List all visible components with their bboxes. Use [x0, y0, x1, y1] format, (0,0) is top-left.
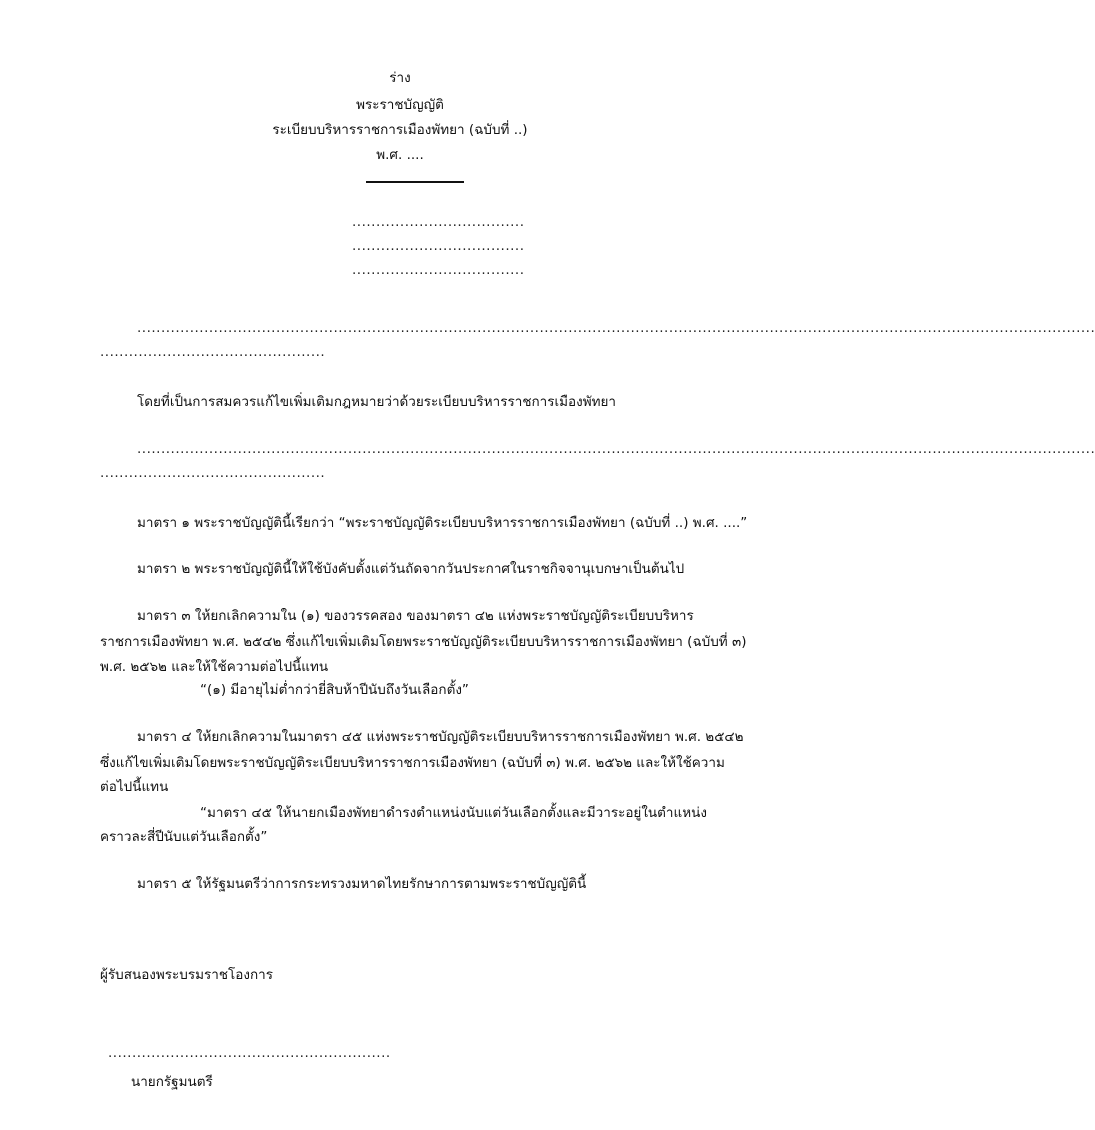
signature-line: ...........................................................: [108, 1045, 391, 1061]
section-4-line: ต่อไปนี้แทน: [100, 779, 169, 795]
section-2: มาตรา ๒ พระราชบัญญัตินี้ให้ใช้บังคับตั้งแต่วันถัดจากวันประกาศในราชกิจจานุเบกษาเป็นต้นไป: [137, 561, 685, 577]
reason-paragraph: โดยที่เป็นการสมควรแก้ไขเพิ่มเติมกฎหมายว่าด้วยระเบียบบริหารราชการเมืองพัทยา: [137, 394, 616, 410]
preamble-dots-line: ...............................................: [100, 344, 326, 360]
signatory-title: นายกรัฐมนตรี: [131, 1074, 213, 1090]
section-3-quote: “(๑) มีอายุไม่ต่ำกว่ายี่สิบห้าปีนับถึงวันเลือกตั้ง”: [200, 682, 469, 698]
preamble-dots-line: ...............................................: [100, 465, 326, 481]
enactment-line: ....................................: [352, 214, 525, 230]
preamble-dots-line: ........................................................................................................................................................................................................: [137, 320, 1095, 336]
title-divider: [366, 181, 464, 183]
section-5: มาตรา ๕ ให้รัฐมนตรีว่าการกระทรวงมหาดไทยรักษาการตามพระราชบัญญัตินี้: [137, 876, 587, 892]
section-4-line: ซึ่งแก้ไขเพิ่มเติมโดยพระราชบัญญัติระเบียบบริหารราชการเมืองพัทยา (ฉบับที่ ๓) พ.ศ. ๒๕๖๒ และให้ใช้ความ: [100, 755, 725, 771]
act-title: ระเบียบบริหารราชการเมืองพัทยา (ฉบับที่ ..): [272, 122, 528, 138]
section-4-line: มาตรา ๔ ให้ยกเลิกความในมาตรา ๔๕ แห่งพระราชบัญญัติระเบียบบริหารราชการเมืองพัทยา พ.ศ. ๒๕๔๒: [137, 729, 744, 745]
section-3-line: ราชการเมืองพัทยา พ.ศ. ๒๕๔๒ ซึ่งแก้ไขเพิ่มเติมโดยพระราชบัญญัติระเบียบบริหารราชการเมืองพัทยา (ฉบับที่ ๓): [100, 634, 747, 650]
draft-label: ร่าง: [389, 70, 411, 86]
enactment-line: ....................................: [352, 262, 525, 278]
section-4-quote: คราวละสี่ปีนับแต่วันเลือกตั้ง”: [100, 829, 268, 845]
section-3-line: มาตรา ๓ ให้ยกเลิกความใน (๑) ของวรรคสอง ของมาตรา ๔๒ แห่งพระราชบัญญัติระเบียบบริหาร: [137, 608, 694, 624]
section-4-quote: “มาตรา ๔๕ ให้นายกเมืองพัทยาดำรงตำแหน่งนับแต่วันเลือกตั้งและมีวาระอยู่ในตำแหน่ง: [200, 805, 707, 821]
section-3-line: พ.ศ. ๒๕๖๒ และให้ใช้ความต่อไปนี้แทน: [100, 659, 329, 675]
preamble-dots-line: ........................................................................................................................................................................................................: [137, 441, 1095, 457]
act-year: พ.ศ. ....: [376, 147, 424, 163]
act-heading: พระราชบัญญัติ: [356, 97, 444, 113]
section-1: มาตรา ๑ พระราชบัญญัตินี้เรียกว่า “พระราชบัญญัติระเบียบบริหารราชการเมืองพัทยา (ฉบับที่ ..) พ.ศ. ....”: [137, 515, 748, 531]
enactment-line: ....................................: [352, 238, 525, 254]
countersign-label: ผู้รับสนองพระบรมราชโองการ: [100, 967, 273, 983]
